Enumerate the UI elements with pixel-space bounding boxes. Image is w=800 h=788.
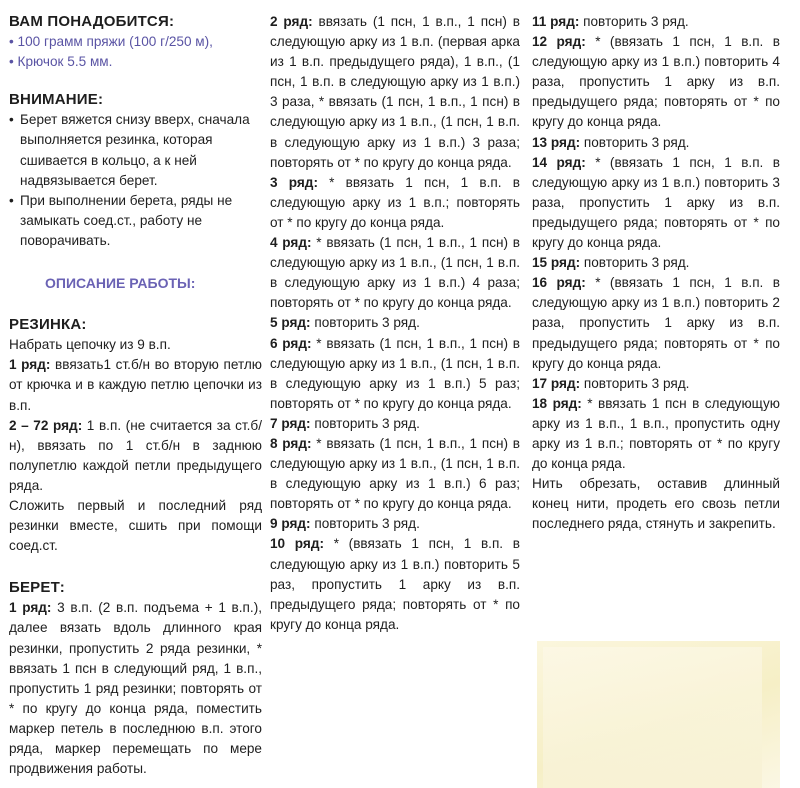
row-text: * ввязать (1 псн, 1 в.п., 1 псн) в следующую арку из 1 в.п., (1 псн, 1 в.п. в следующую арку из 1 в.п.) 6 раз; повторять от * по кругу до конца ряда. bbox=[270, 435, 520, 512]
row-text: * (ввязать 1 псн, 1 в.п. в следующую арку из 1 в.п.) повторить 4 раза, пропустить 1 арку из в.п. предыдущего ряда; повторять от * по кругу до конца ряда. bbox=[532, 34, 780, 130]
row-text: * ввязать (1 псн, 1 в.п., 1 псн) в следующую арку из 1 в.п., (1 псн, 1 в.п. в следующую арку из 1 в.п.) 4 раза; повторять от * по кругу до конца ряда. bbox=[270, 235, 520, 311]
needed-item-hook: • Крючок 5.5 мм. bbox=[9, 54, 113, 70]
row-label: 10 ряд: bbox=[270, 536, 325, 552]
beret-row-18 bbox=[532, 394, 780, 474]
row-label: 7 ряд: bbox=[270, 415, 311, 431]
beret-row-9 bbox=[270, 514, 520, 534]
row-text: * ввязать 1 псн в следующую арку из 1 в.п., 1 в.п., пропустить одну арку из 1 в.п.; повторять от * по кругу до конца ряда. bbox=[532, 395, 780, 472]
row-text: ввязать1 ст.б/н во вторую петлю от крючка и в каждую петлю цепочки из в.п. bbox=[9, 357, 262, 413]
row-label: 2 – 72 ряд: bbox=[9, 417, 83, 433]
rib-heading: РЕЗИНКА: bbox=[9, 316, 87, 334]
column-3 bbox=[532, 12, 780, 534]
row-text: повторить 3 ряд. bbox=[580, 255, 690, 271]
row-text: * (ввязать 1 псн, 1 в.п. в следующую арку из 1 в.п.) повторить 2 раза, пропустить 1 арку из в.п. предыдущего ряда; повторять от * по кругу до конца ряда. bbox=[532, 275, 780, 371]
beret-row-13 bbox=[532, 133, 780, 153]
column-2 bbox=[270, 12, 520, 635]
beret-finish: Нить обрезать, оставив длинный конец нити, продеть его свозь петли последнего ряда, стянуть и закрепить. bbox=[532, 476, 780, 532]
row-text: * ввязать 1 псн, 1 в.п. в следующую арку из 1 в.п.; повторять от * по кругу до конца ряда. bbox=[270, 174, 520, 230]
row-label: 16 ряд: bbox=[532, 275, 586, 291]
column-1 bbox=[9, 12, 262, 779]
attention-item: • При выполнении берета, ряды не замыкать соед.ст., работу не поворачивать. bbox=[9, 191, 262, 251]
description-title: ОПИСАНИЕ РАБОТЫ: bbox=[45, 275, 196, 292]
row-text: ввязать (1 псн, 1 в.п., 1 псн) в следующую арку из 1 в.п. (первая арка из 1 в.п. предыдущего ряда), 1 в.п., (1 псн, 1 в.п. в следующую арку из 1 в.п.) 3 раза, * ввязать (1 псн, 1 в.п., 1 псн) в следующую арку из 1 в.п., (1 псн, 1 в.п. в следующую арку из 1 в.п.) 3 раза; повторять от * по кругу до конца ряда. bbox=[270, 14, 520, 170]
row-label: 2 ряд: bbox=[270, 14, 313, 29]
beret-heading: БЕРЕТ: bbox=[9, 579, 65, 597]
row-label: 9 ряд: bbox=[270, 516, 311, 532]
row-text: * ввязать (1 псн, 1 в.п., 1 псн) в следующую арку из 1 в.п., (1 псн, 1 в.п. в следующую арку из 1 в.п.) 5 раз; повторять от * по кругу до конца ряда. bbox=[270, 335, 520, 411]
beret-row-4 bbox=[270, 233, 520, 313]
row-text: * (ввязать 1 псн, 1 в.п. в следующую арку из 1 в.п.) повторить 5 раз, пропустить 1 арку из в.п. предыдущего ряда; повторять от * по кругу до конца ряда. bbox=[270, 536, 520, 632]
beret-row-10 bbox=[270, 534, 520, 634]
rib-intro: Набрать цепочку из 9 в.п. bbox=[9, 337, 171, 353]
needed-item-yarn: • 100 грамм пряжи (100 г/250 м), bbox=[9, 34, 213, 50]
beret-row-5 bbox=[270, 313, 520, 333]
row-text: повторить 3 ряд. bbox=[580, 134, 690, 150]
row-text: повторить 3 ряд. bbox=[580, 375, 690, 391]
row-label: 1 ряд: bbox=[9, 357, 51, 373]
needed-heading: ВАМ ПОНАДОБИТСЯ: bbox=[9, 13, 175, 30]
row-label: 11 ряд: bbox=[532, 14, 580, 29]
attention-item: • Берет вяжется снизу вверх, сначала выполняется резинка, которая сшивается в кольцо, а к ней надвязывается берет. bbox=[9, 110, 262, 190]
beret-row-1 bbox=[9, 598, 262, 779]
row-label: 15 ряд: bbox=[532, 255, 581, 271]
rib-join: Сложить первый и последний ряд резинки вместе, сшить при помощи соед.ст. bbox=[9, 497, 262, 554]
photo-fragment bbox=[537, 641, 780, 788]
row-text: * (ввязать 1 псн, 1 в.п. в следующую арку из 1 в.п.) повторить 3 раза, пропустить 1 арку из в.п. предыдущего ряда; повторять от * по кругу до конца ряда. bbox=[532, 154, 780, 251]
rib-row-1 bbox=[9, 355, 262, 415]
beret-row-6 bbox=[270, 334, 520, 414]
beret-row-15 bbox=[532, 253, 780, 273]
beret-row-14 bbox=[532, 153, 780, 253]
row-label: 18 ряд: bbox=[532, 395, 582, 411]
row-label: 14 ряд: bbox=[532, 154, 586, 170]
attention-heading: ВНИМАНИЕ: bbox=[9, 91, 104, 109]
beret-row-16 bbox=[532, 273, 780, 373]
row-label: 13 ряд: bbox=[532, 134, 581, 150]
rib-rows-2-72 bbox=[9, 416, 262, 496]
row-text: повторить 3 ряд. bbox=[310, 315, 420, 331]
beret-row-11 bbox=[532, 12, 780, 32]
row-text: повторить 3 ряд. bbox=[310, 516, 420, 532]
row-text: 3 в.п. (2 в.п. подъема + 1 в.п.), далее вязать вдоль длинного края резинки, пропустить 2 ряда резинки, * ввязать 1 псн в следующий ряд, 1 в.п., пропустить 1 ряд резинки; повторять от * по кругу до конца ряда, поместить маркер петель в последнюю в.п. этого ряда, маркер перемещать по мере продвижения работы. bbox=[9, 600, 262, 777]
row-label: 4 ряд: bbox=[270, 235, 312, 251]
row-label: 5 ряд: bbox=[270, 315, 311, 331]
beret-row-7 bbox=[270, 414, 520, 434]
row-label: 3 ряд: bbox=[270, 174, 318, 190]
beret-row-2 bbox=[270, 12, 520, 173]
row-text: повторить 3 ряд. bbox=[579, 14, 689, 29]
row-label: 8 ряд: bbox=[270, 435, 312, 451]
beret-row-17 bbox=[532, 374, 780, 394]
row-text: 1 в.п. (не считается за ст.б/н), ввязать по 1 ст.б/н в заднюю полупетлю каждой петли предыдущего ряда. bbox=[9, 417, 262, 493]
beret-row-12 bbox=[532, 32, 780, 132]
row-label: 1 ряд: bbox=[9, 600, 52, 616]
row-label: 6 ряд: bbox=[270, 335, 312, 351]
beret-row-3 bbox=[270, 173, 520, 233]
row-label: 12 ряд: bbox=[532, 34, 586, 50]
row-label: 17 ряд: bbox=[532, 375, 581, 391]
row-text: повторить 3 ряд. bbox=[310, 415, 420, 431]
photo-fragment-inner bbox=[543, 647, 762, 788]
beret-row-8 bbox=[270, 434, 520, 514]
